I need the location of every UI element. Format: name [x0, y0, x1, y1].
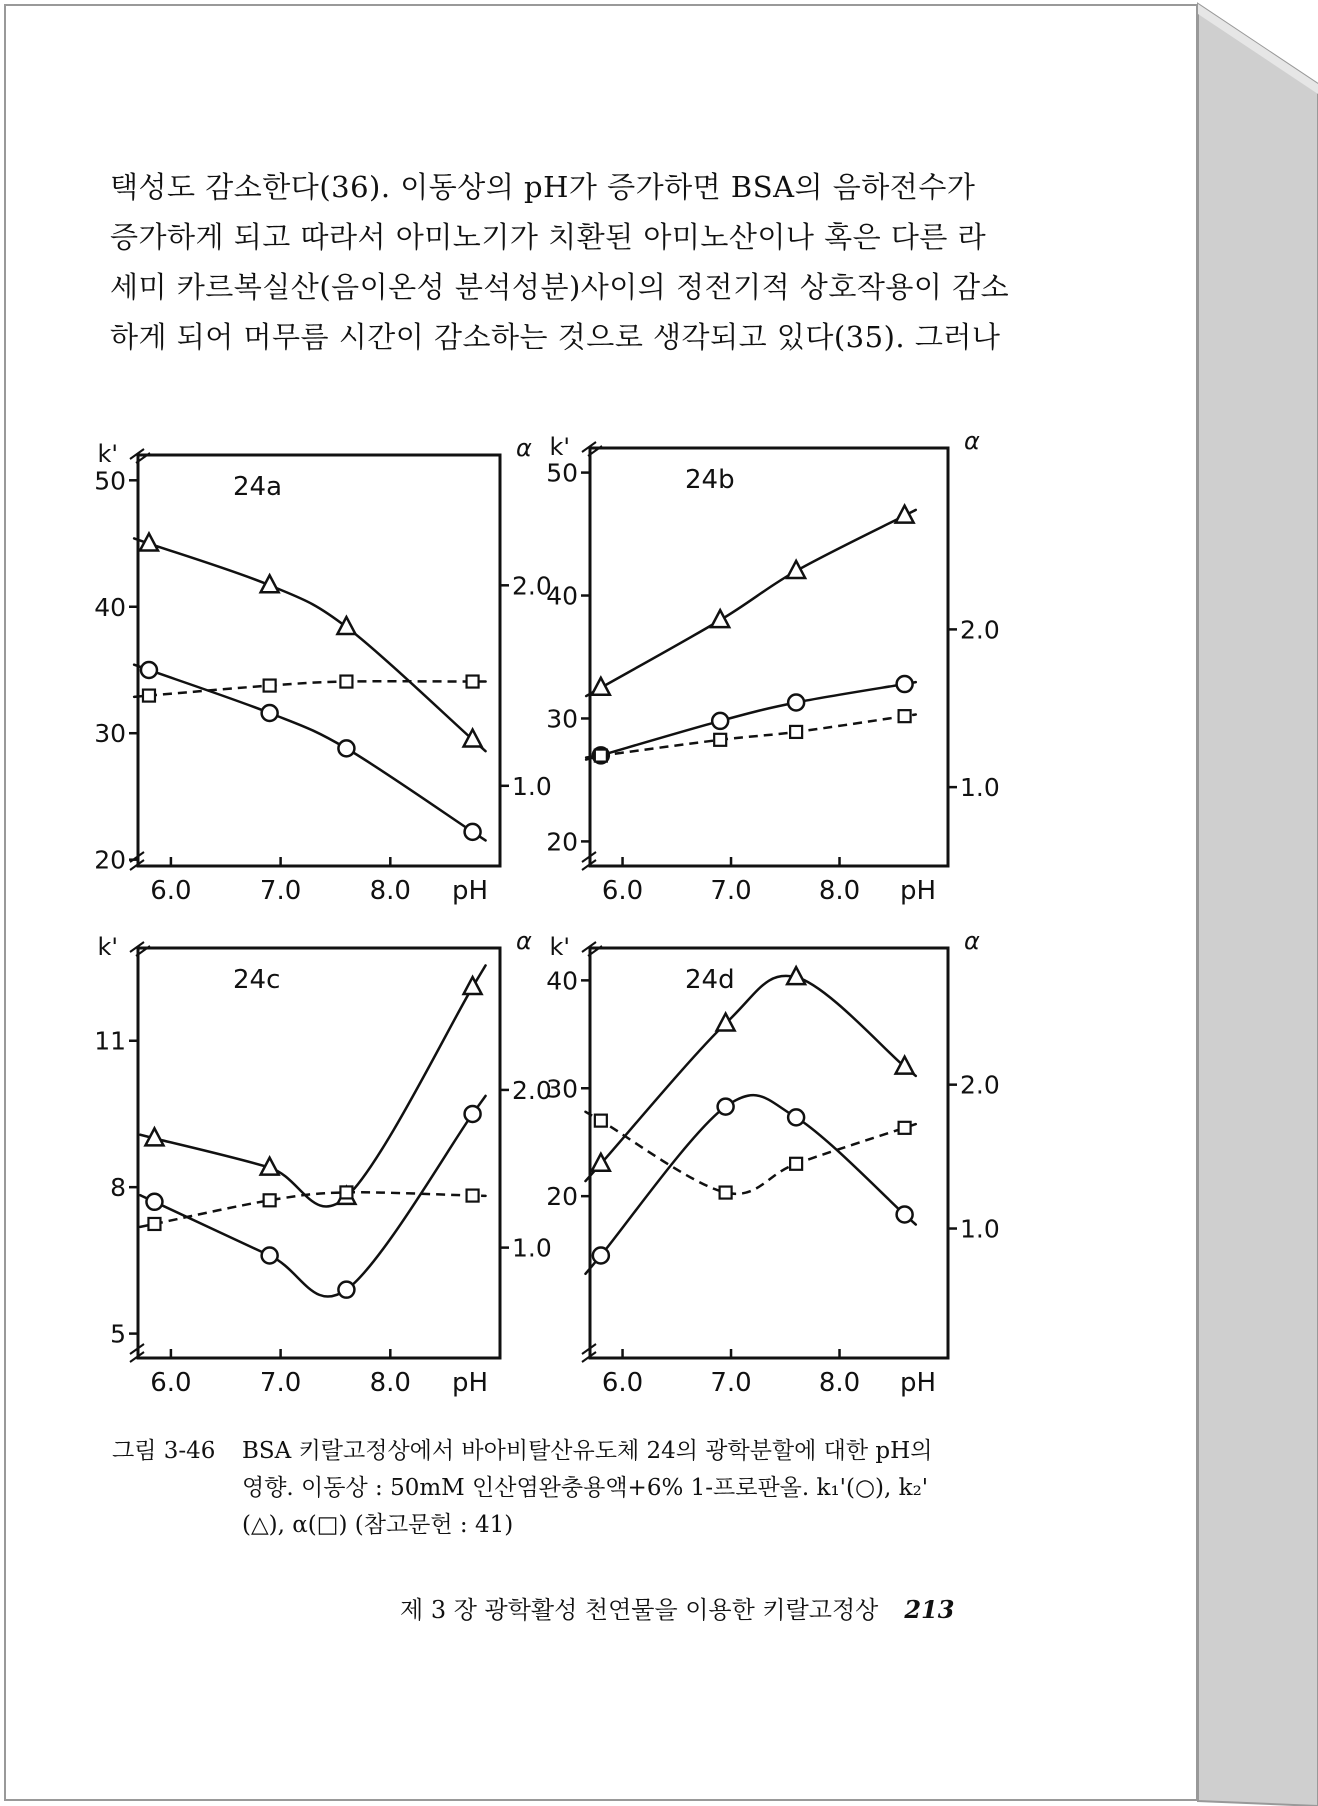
y2-axis-label: α — [964, 427, 980, 455]
y2-tick-label: 1.0 — [960, 1214, 1000, 1244]
y2-tick-label: 1.0 — [512, 771, 552, 801]
data-point-square — [714, 734, 726, 746]
data-point-circle — [788, 1109, 804, 1125]
data-point-square — [899, 710, 911, 722]
data-point-circle — [338, 1282, 354, 1298]
panel-title: 24b — [685, 465, 735, 495]
y-tick-label: 20 — [94, 845, 126, 875]
chart-panel-24c — [94, 927, 552, 1398]
y-tick-label: 40 — [546, 581, 578, 611]
data-point-triangle — [896, 506, 914, 523]
data-point-square — [143, 690, 155, 702]
y2-tick-label: 2.0 — [960, 615, 1000, 645]
data-point-square — [595, 750, 607, 762]
series-line-k2' — [585, 976, 915, 1181]
y-tick-label: 30 — [94, 719, 126, 749]
x-tick-label: 6.0 — [150, 876, 192, 906]
data-point-triangle — [337, 617, 355, 634]
plot-frame — [138, 455, 500, 866]
y2-axis-label: α — [516, 927, 532, 955]
data-point-circle — [593, 1248, 609, 1264]
data-point-circle — [141, 662, 157, 678]
series-line-k2' — [134, 538, 485, 751]
data-point-square — [899, 1122, 911, 1134]
x-axis-label: pH — [451, 876, 489, 906]
y2-axis-label: α — [516, 434, 532, 462]
caption-line-1: BSA 키랄고정상에서 바아비탈산유도체 24의 광학분할에 대한 pH의 — [242, 1438, 933, 1464]
x-axis-label: pH — [899, 876, 937, 906]
y-tick-label: 50 — [94, 466, 126, 496]
chart-panel-24d — [546, 927, 1000, 1398]
panel-title: 24a — [233, 472, 283, 502]
plot-frame — [590, 948, 948, 1358]
data-point-circle — [465, 824, 481, 840]
y-tick-label: 30 — [546, 1074, 578, 1104]
series-line-k2' — [586, 510, 916, 696]
data-point-circle — [465, 1106, 481, 1122]
x-tick-label: 7.0 — [710, 876, 752, 906]
data-point-square — [148, 1218, 160, 1230]
data-point-square — [467, 1190, 479, 1202]
y2-tick-label: 2.0 — [960, 1070, 1000, 1100]
y-tick-label: 30 — [546, 704, 578, 734]
paragraph-line: 택성도 감소한다(36). 이동상의 pH가 증가하면 BSA의 음하전수가 — [110, 170, 976, 204]
chart-panel-24b — [546, 427, 1000, 906]
paragraph-line: 하게 되어 머무름 시간이 감소하는 것으로 생각되고 있다(35). 그러나 — [110, 320, 1001, 354]
x-axis-label: pH — [451, 1368, 489, 1398]
data-point-circle — [146, 1194, 162, 1210]
x-tick-label: 6.0 — [150, 1368, 192, 1398]
data-point-triangle — [464, 977, 482, 994]
y-tick-label: 40 — [546, 966, 578, 996]
page-footer — [400, 1590, 954, 1625]
panel-title: 24d — [685, 965, 735, 995]
series-line-k2' — [140, 965, 485, 1206]
x-tick-label: 8.0 — [369, 876, 411, 906]
y-tick-label: 11 — [94, 1026, 126, 1056]
paragraph-line: 증가하게 되고 따라서 아미노기가 치환된 아미노산이나 혹은 다른 라 — [110, 220, 987, 254]
data-point-square — [340, 1186, 352, 1198]
y-axis-label: k' — [97, 933, 118, 961]
figure-caption — [112, 1433, 992, 1544]
y-tick-label: 8 — [110, 1173, 126, 1203]
data-point-square — [595, 1115, 607, 1127]
x-axis-label: pH — [899, 1368, 937, 1398]
data-point-square — [340, 676, 352, 688]
data-point-square — [790, 726, 802, 738]
y-tick-label: 20 — [546, 1182, 578, 1212]
y-axis-label: k' — [549, 433, 570, 461]
data-point-square — [720, 1187, 732, 1199]
data-point-square — [264, 680, 276, 692]
data-point-triangle — [711, 610, 729, 627]
data-point-square — [264, 1194, 276, 1206]
data-point-circle — [338, 740, 354, 756]
data-point-triangle — [464, 730, 482, 747]
data-point-triangle — [787, 561, 805, 578]
y-axis-label: k' — [549, 933, 570, 961]
series-line-k1' — [134, 665, 485, 841]
paragraph-line: 세미 카르복실산(음이온성 분석성분)사이의 정전기적 상호작용이 감소 — [110, 270, 1010, 304]
y2-tick-label: 2.0 — [512, 1075, 552, 1105]
x-tick-label: 8.0 — [818, 876, 861, 906]
series-line-α — [140, 1192, 485, 1227]
y-tick-label: 50 — [546, 458, 578, 488]
y-axis-label: k' — [97, 440, 118, 468]
y2-tick-label: 2.0 — [512, 571, 552, 601]
data-point-circle — [262, 705, 278, 721]
data-point-circle — [788, 694, 804, 710]
data-point-square — [467, 676, 479, 688]
x-tick-label: 8.0 — [369, 1368, 411, 1398]
data-point-circle — [897, 676, 913, 692]
plot-frame — [590, 448, 948, 866]
data-point-triangle — [592, 678, 610, 695]
x-tick-label: 6.0 — [601, 876, 644, 906]
x-tick-label: 7.0 — [710, 1368, 752, 1398]
caption-label: 그림 3-46 — [112, 1438, 216, 1464]
page-number: 213 — [904, 1595, 955, 1624]
data-point-circle — [262, 1248, 278, 1264]
series-line-k1' — [585, 1095, 915, 1274]
chart-panel-24a — [94, 434, 552, 906]
panel-title: 24c — [233, 965, 281, 995]
data-point-triangle — [896, 1057, 914, 1074]
data-point-circle — [718, 1099, 734, 1115]
y-tick-label: 40 — [94, 592, 126, 622]
x-tick-label: 8.0 — [818, 1368, 861, 1398]
y-tick-label: 5 — [110, 1319, 126, 1349]
y2-axis-label: α — [964, 927, 980, 955]
data-point-circle — [897, 1207, 913, 1223]
data-point-circle — [712, 713, 728, 729]
caption-line-2: 영향. 이동상 : 50mM 인산염완충용액+6% 1-프로판올. k₁'(○), k₂' — [242, 1475, 929, 1501]
y2-tick-label: 1.0 — [512, 1233, 552, 1263]
series-line-k1' — [140, 1096, 485, 1297]
chapter-title: 제 3 장 광학활성 천연물을 이용한 키랄고정상 — [400, 1596, 879, 1624]
x-tick-label: 7.0 — [259, 876, 302, 906]
y2-tick-label: 1.0 — [960, 773, 1000, 803]
caption-line-3: (△), α(□) (참고문헌 : 41) — [242, 1512, 514, 1538]
x-tick-label: 7.0 — [259, 1368, 302, 1398]
series-line-k1' — [586, 682, 916, 759]
x-tick-label: 6.0 — [601, 1368, 644, 1398]
data-point-square — [790, 1158, 802, 1170]
y-tick-label: 20 — [546, 827, 578, 857]
series-line-α — [586, 715, 916, 758]
